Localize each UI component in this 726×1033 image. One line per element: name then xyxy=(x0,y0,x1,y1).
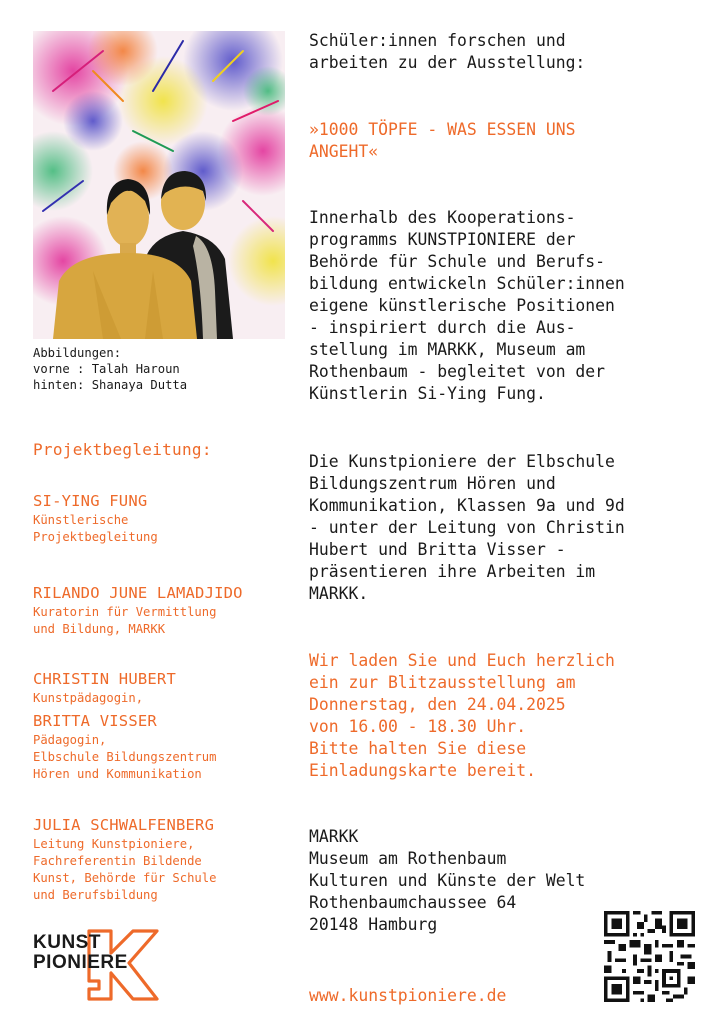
caption-label: Abbildungen: xyxy=(33,346,122,360)
logo-line2: PIONIERE xyxy=(33,952,128,973)
exhibition-title: »1000 TÖPFE - WAS ESSEN UNS ANGEHT« xyxy=(309,120,576,161)
person-name: CHRISTIN HUBERT xyxy=(33,670,176,688)
website-link[interactable]: www.kunstpioniere.de xyxy=(309,986,507,1005)
person-name: RILANDO JUNE LAMADJIDO xyxy=(33,584,243,602)
person-name: SI-YING FUNG xyxy=(33,492,148,510)
person-name: BRITTA VISSER xyxy=(33,712,157,730)
person-name: JULIA SCHWALFENBERG xyxy=(33,816,215,834)
person-role: Kuratorin für Vermittlung und Bildung, MARKK xyxy=(33,605,217,636)
logo-line1: KUNST xyxy=(33,932,101,953)
kunstpioniere-logo xyxy=(33,925,163,1005)
qr-code xyxy=(604,911,695,1002)
caption-back: hinten: Shanaya Dutta xyxy=(33,378,188,392)
qr-code-icon xyxy=(604,911,695,1002)
project-heading: Projektbegleitung: xyxy=(33,440,212,459)
person-role: Künstlerische Projektbegleitung xyxy=(33,513,158,544)
painting-two-portraits-icon xyxy=(33,31,285,339)
intro-text: Schüler:innen forschen und arbeiten zu der Ausstellung: xyxy=(309,31,586,72)
person-role: Leitung Kunstpioniere, Fachreferentin Bildende Kunst, Behörde für Schule und Berufsbildung xyxy=(33,837,217,902)
address-block: MARKK Museum am Rothenbaum Kulturen und Künste der Welt Rothenbaumchaussee 64 20148 Hamburg xyxy=(309,827,586,934)
paragraph-school: Die Kunstpioniere der Elbschule Bildungszentrum Hören und Kommunikation, Klassen 9a und 9d - unter der Leitung von Christin Hubert und Britta Visser - präsentieren ihre Arbeiten im MARKK. xyxy=(309,452,625,603)
caption-front: vorne : Talah Haroun xyxy=(33,362,180,376)
person-role: Kunstpädagogin, xyxy=(33,691,144,705)
artwork-image xyxy=(33,31,285,339)
person-role: Pädagogin, Elbschule Bildungszentrum Hören und Kommunikation xyxy=(33,733,217,781)
invitation-text: Wir laden Sie und Euch herzlich ein zur Blitzausstellung am Donnerstag, den 24.04.2025 von 16.00 - 18.30 Uhr. Bitte halten Sie diese Einladungskarte bereit. xyxy=(309,651,615,780)
paragraph-program: Innerhalb des Kooperations- programms KUNSTPIONIERE der Behörde für Schule und Berufs- bildung entwickeln Schüler:innen eigene künstlerische Positionen - inspiriert durch die Aus- stellung im MARKK, Museum am Rothenbaum - begleitet von der Künstlerin Si-Ying Fung. xyxy=(309,208,625,403)
